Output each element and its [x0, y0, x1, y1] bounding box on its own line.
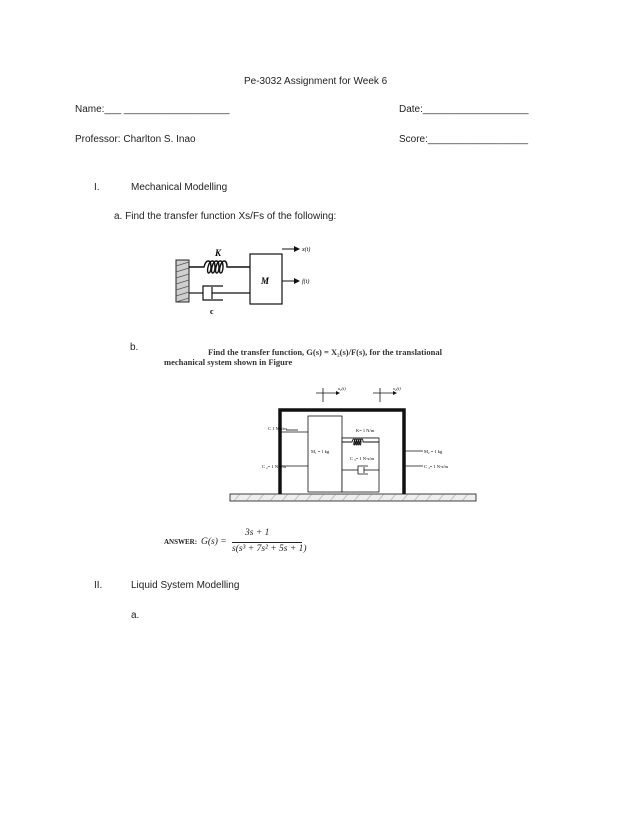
- figure-1-k-label: K: [215, 248, 222, 258]
- figure-2-mass-1-block: [308, 416, 342, 492]
- section-2-heading: Liquid System Modelling: [131, 580, 240, 591]
- answer-lhs: G(s) =: [201, 537, 227, 547]
- answer-label: ANSWER:: [164, 538, 198, 546]
- figure-2-x1-label: x₁(t): [338, 386, 346, 391]
- name-field-line: Name:___ ___________________: [75, 104, 230, 115]
- section-1-item-b: b.: [130, 342, 139, 353]
- score-field-line: Score:__________________: [399, 134, 529, 145]
- figure-2-c2-label: C ₂= 1 N-s/m: [262, 464, 286, 469]
- figure-1-x-label: x(t): [302, 247, 311, 253]
- figure-2-c1-label: C 1 N-s/m: [268, 426, 287, 431]
- figure-1-m-label: M: [261, 276, 270, 286]
- date-field-line: Date:___________________: [399, 104, 529, 115]
- figure-2-two-mass-system: [228, 382, 478, 504]
- figure-2-mass-2-block: [342, 438, 379, 492]
- answer-numerator: 3s + 1: [245, 528, 270, 538]
- professor-line: Professor: Charlton S. Inao: [75, 134, 196, 145]
- figure-2-m1-label: M₁ = 1 kg: [311, 449, 330, 454]
- section-1-item-a: a. Find the transfer function Xs/Fs of the following:: [114, 211, 337, 222]
- section-2-item-a: a.: [131, 610, 140, 621]
- problem-b-text-line-2: mechanical system shown in Figure: [164, 357, 293, 367]
- figure-2-c3-label: C ₃= 1 N-s/m: [350, 456, 374, 461]
- figure-1-damper: [189, 286, 250, 300]
- section-1-numeral: I.: [94, 182, 100, 193]
- page-title: Pe-3032 Assignment for Week 6: [244, 76, 388, 87]
- section-1-heading: Mechanical Modelling: [131, 182, 228, 193]
- figure-1-c-label: c: [210, 307, 214, 316]
- figure-2-x2-label: x₂(t): [393, 386, 401, 391]
- answer-fraction-bar: [232, 542, 302, 543]
- figure-1-f-arrow: [294, 278, 300, 284]
- section-2-numeral: II.: [94, 580, 103, 591]
- answer-denominator: s(s³ + 7s² + 5s + 1): [232, 544, 307, 554]
- figure-2-x1-arrow: [336, 391, 340, 395]
- figure-2-k-label: K= 1 N/m: [356, 428, 375, 433]
- figure-2-c4-label: C ₄= 1 N-s/m: [424, 464, 448, 469]
- figure-1-spring-mass-damper: [170, 240, 320, 320]
- figure-1-spring: [189, 261, 250, 273]
- figure-1-f-label: f(t): [302, 279, 310, 285]
- figure-2-m2-label: M₂ = 1 kg: [424, 449, 443, 454]
- problem-b-text-line-1: Find the transfer function, G(s) = X₂(s)/F(s), for the translational: [208, 347, 442, 357]
- figure-2-x2-arrow: [393, 391, 397, 395]
- figure-1-x-arrow: [294, 246, 300, 252]
